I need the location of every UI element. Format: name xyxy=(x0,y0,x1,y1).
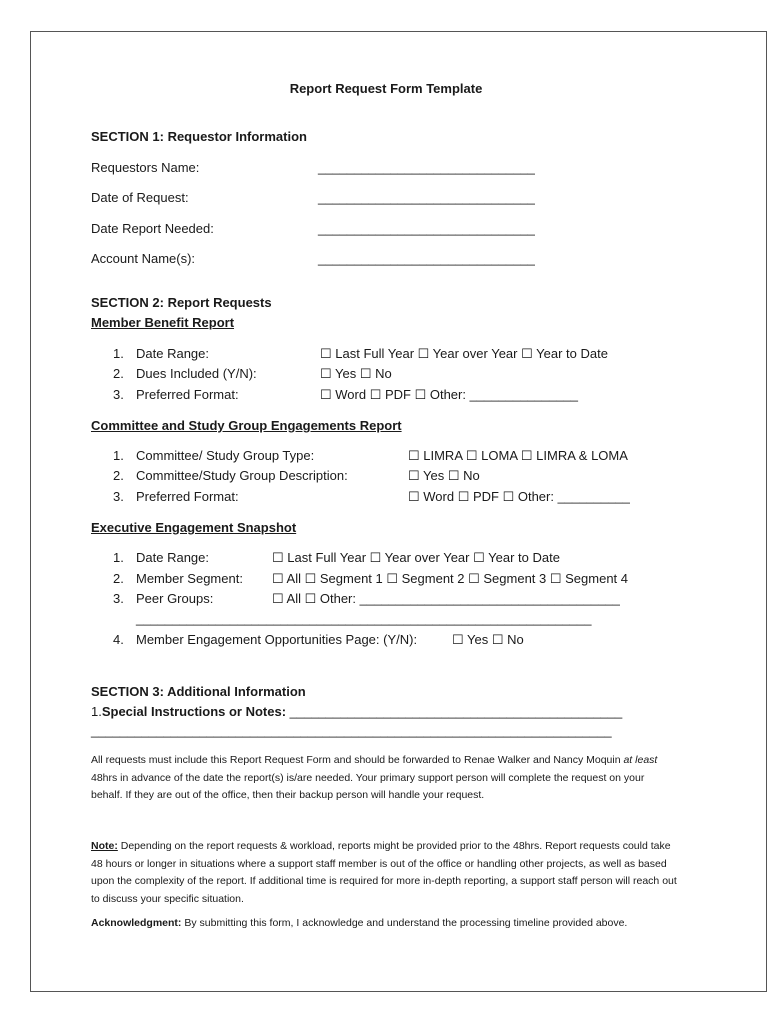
special-instructions-row xyxy=(91,704,622,719)
list-number: 2. xyxy=(113,366,124,381)
document-page xyxy=(30,31,767,992)
mb-format-label: Preferred Format: xyxy=(136,387,239,402)
mb-dues-label: Dues Included (Y/N): xyxy=(136,366,257,381)
list-number: 1. xyxy=(113,448,124,463)
submission-emphasis: at least xyxy=(623,754,658,766)
requestor-name-field[interactable]: ______________________________ xyxy=(318,160,535,175)
date-report-needed-label: Date Report Needed: xyxy=(91,221,214,236)
date-of-request-field[interactable]: ______________________________ xyxy=(318,190,535,205)
committee-report-title: Committee and Study Group Engagements Report xyxy=(91,418,402,433)
section2-heading: SECTION 2: Report Requests xyxy=(91,295,272,310)
note-text: Depending on the report requests & workload, reports might be provided prior to the 48hrs. Report requests could take 48 hours or longer in situations where a support staff member is out of the office or handling other projects, as well as based upon the complexity of the report. If additional time is required for more in-depth reporting, a support staff person will reach out to discuss your specific situation. xyxy=(91,840,677,905)
acknowledgment-text: By submitting this form, I acknowledge and understand the processing timeline provided above. xyxy=(181,917,628,929)
ex-engagement-page-label: Member Engagement Opportunities Page: (Y/N): xyxy=(136,632,418,647)
list-number: 1. xyxy=(113,550,124,565)
executive-snapshot-title: Executive Engagement Snapshot xyxy=(91,520,297,535)
note-label: Note: xyxy=(91,840,118,852)
ex-member-segment-options[interactable]: ☐ All ☐ Segment 1 ☐ Segment 2 ☐ Segment 3 ☐ Segment 4 xyxy=(272,571,629,586)
requestor-name-label: Requestors Name: xyxy=(91,160,200,175)
list-number: 1. xyxy=(91,704,102,719)
special-instructions-field[interactable]: ______________________________________________ xyxy=(286,704,623,719)
ex-peer-groups-label: Peer Groups: xyxy=(136,591,214,606)
date-report-needed-field[interactable]: ______________________________ xyxy=(318,221,535,236)
acknowledgment-paragraph xyxy=(91,915,677,933)
note-paragraph xyxy=(91,838,677,908)
ex-engagement-page-options[interactable]: ☐ Yes ☐ No xyxy=(452,632,524,647)
account-names-label: Account Name(s): xyxy=(91,251,196,266)
list-number: 1. xyxy=(113,346,124,361)
special-instructions-field-line2[interactable]: ________________________________________________________________________ xyxy=(91,723,612,738)
ex-date-range-options[interactable]: ☐ Last Full Year ☐ Year over Year ☐ Year to Date xyxy=(272,550,560,565)
list-number: 3. xyxy=(113,387,124,402)
submission-text: All requests must include this Report Request Form and should be forwarded to Renae Walker and Nancy Moquin xyxy=(91,754,624,766)
cs-description-label: Committee/Study Group Description: xyxy=(136,468,348,483)
page-title: Report Request Form Template xyxy=(289,81,483,96)
ex-member-segment-label: Member Segment: xyxy=(136,571,243,586)
special-instructions-label: Special Instructions or Notes: xyxy=(101,704,287,719)
cs-format-options[interactable]: ☐ Word ☐ PDF ☐ Other: __________ xyxy=(408,489,630,504)
ex-date-range-label: Date Range: xyxy=(136,550,209,565)
member-benefit-report-title: Member Benefit Report xyxy=(91,315,235,330)
list-number: 4. xyxy=(113,632,124,647)
list-number: 2. xyxy=(113,468,124,483)
account-names-field[interactable]: ______________________________ xyxy=(318,251,535,266)
cs-type-label: Committee/ Study Group Type: xyxy=(136,448,315,463)
cs-format-label: Preferred Format: xyxy=(136,489,239,504)
acknowledgment-label: Acknowledgment: xyxy=(91,917,182,929)
cs-description-options[interactable]: ☐ Yes ☐ No xyxy=(408,468,480,483)
ex-peer-groups-options[interactable]: ☐ All ☐ Other: ____________________________________ xyxy=(272,591,620,606)
list-number: 2. xyxy=(113,571,124,586)
mb-dues-options[interactable]: ☐ Yes ☐ No xyxy=(320,366,392,381)
section3-heading: SECTION 3: Additional Information xyxy=(91,684,306,699)
ex-peer-groups-continuation-line[interactable]: _______________________________________________________________ xyxy=(136,611,592,626)
cs-type-options[interactable]: ☐ LIMRA ☐ LOMA ☐ LIMRA & LOMA xyxy=(408,448,628,463)
submission-paragraph xyxy=(91,752,677,805)
section1-heading: SECTION 1: Requestor Information xyxy=(91,129,307,144)
date-of-request-label: Date of Request: xyxy=(91,190,189,205)
mb-format-options[interactable]: ☐ Word ☐ PDF ☐ Other: _______________ xyxy=(320,387,579,402)
list-number: 3. xyxy=(113,591,124,606)
mb-date-range-options[interactable]: ☐ Last Full Year ☐ Year over Year ☐ Year to Date xyxy=(320,346,608,361)
mb-date-range-label: Date Range: xyxy=(136,346,209,361)
submission-text-rest: 48hrs in advance of the date the report(s) is/are needed. Your primary support person will complete the request on your behalf. If they are out of the office, then their backup person will handle your request. xyxy=(91,771,645,801)
list-number: 3. xyxy=(113,489,124,504)
